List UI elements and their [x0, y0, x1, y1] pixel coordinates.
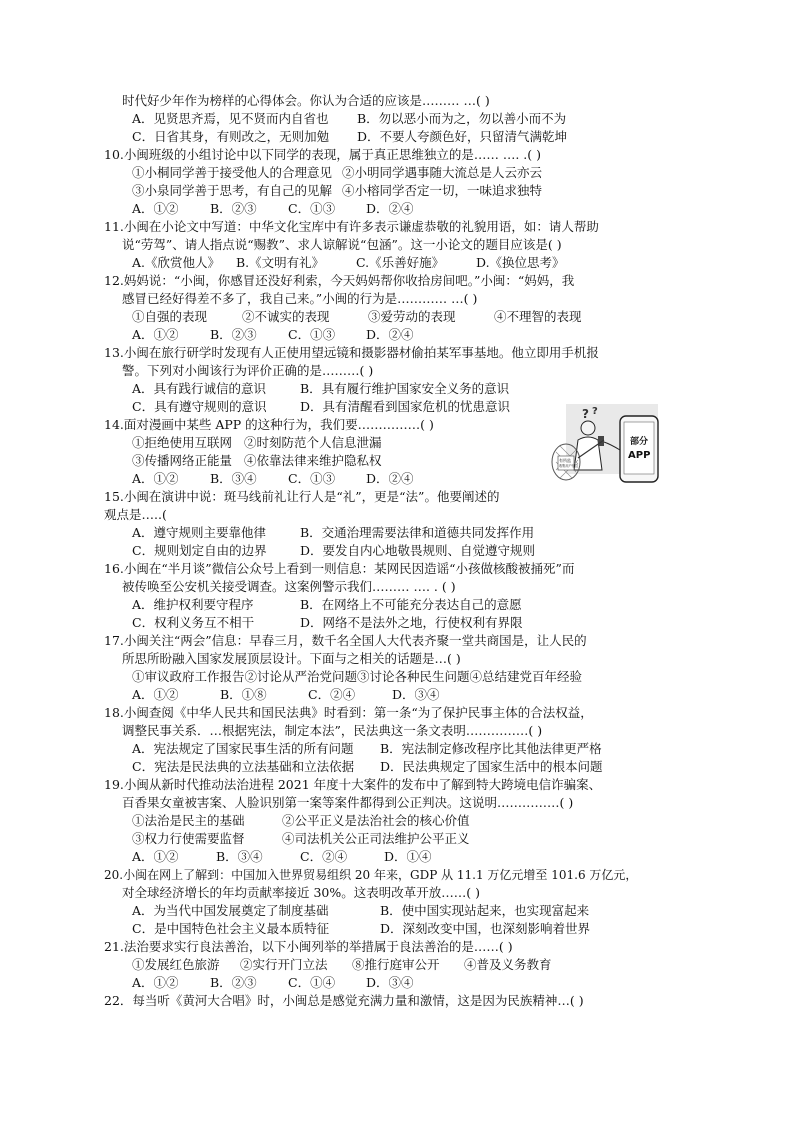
question-stem: 11.小闽在小论文中写道：中华文化宝库中有许多表示谦虚恭敬的礼貌用语，如：请人帮助 — [104, 219, 599, 234]
statement-row — [104, 812, 664, 830]
question-22 — [104, 992, 664, 1010]
statement-3: ③小泉同学善于思考，有自己的见解 — [132, 183, 333, 198]
question-15 — [104, 488, 664, 560]
option-b[interactable]: B．③④ — [216, 849, 263, 864]
option-row — [104, 200, 664, 218]
question-stem: 12.妈妈说：“小闽，你感冒还没好利索，今天妈妈帮你收拾房间吧。”小闽：“妈妈，我 — [104, 273, 575, 288]
option-row — [104, 380, 664, 398]
statement-4: ④小榕同学否定一切，一味追求独特 — [342, 183, 543, 198]
question-17 — [104, 632, 664, 704]
statement-row: ①审议政府工作报告②讨论从严治党问题③讨论各种民生问题④总结建党百年经验 — [132, 669, 583, 684]
question-18 — [104, 704, 664, 776]
option-b[interactable]: B．③④ — [210, 471, 257, 486]
question-stem-cont: 调整民事关系．…根据宪法，制定本法”，民法典这一条文表明……………( ) — [122, 723, 543, 738]
option-d[interactable]: D．②④ — [366, 327, 414, 342]
question-intro — [104, 92, 664, 146]
statement-1: ①自强的表现 — [132, 309, 208, 324]
option-c[interactable]: C．②④ — [308, 687, 356, 702]
option-a[interactable]: A．宪法规定了国家民事生活的所有问题 — [132, 741, 354, 756]
question-stem-cont: 被传唤至公安机关接受调查。这案例警示我们……… …. . ( ) — [122, 579, 456, 594]
question-stem: 15.小闽在演讲中说：斑马线前礼让行人是“礼”，更是“法”。他要阐述的 — [104, 489, 500, 504]
person-head-icon — [581, 421, 595, 435]
option-d[interactable]: D．深刻改变中国，也深刻影响着世界 — [380, 921, 591, 936]
statement-row — [104, 830, 664, 848]
statement-3: ③传播网络正能量 — [132, 453, 233, 468]
option-a[interactable]: A．①② — [132, 849, 179, 864]
question-mark-icon: ? — [592, 406, 598, 417]
option-c[interactable]: C．权利义务互不相干 — [132, 615, 255, 630]
option-d[interactable]: D．③④ — [392, 687, 440, 702]
statement-1: ①法治是民主的基础 — [132, 813, 245, 828]
option-d[interactable]: D．①④ — [384, 849, 432, 864]
app-label-line1: 部分 — [630, 437, 649, 447]
app-privacy-cartoon — [548, 400, 668, 494]
question-stem: 10.小闽班级的小组讨论中以下同学的表现，属于真正思维独立的是…… …. .( ) — [104, 147, 542, 162]
option-c[interactable]: C．②④ — [300, 849, 348, 864]
statement-row — [104, 164, 664, 182]
question-stem: 时代好少年作为榜样的心得体会。你认为合适的应该是……… …( ) — [122, 93, 490, 108]
option-row — [104, 974, 664, 992]
net-label-line1: 有所监 — [559, 458, 571, 463]
option-d[interactable]: D．②④ — [366, 471, 414, 486]
question-21 — [104, 938, 664, 992]
question-stem-cont: 所思所盼融入国家发展顶层设计。下面与之相关的话题是…( ) — [122, 651, 461, 666]
option-d[interactable]: D.《换位思考》 — [476, 255, 565, 270]
question-11 — [104, 218, 664, 272]
option-a[interactable]: A．具有践行诚信的意识 — [132, 381, 267, 396]
option-c[interactable]: C．①③ — [288, 471, 336, 486]
statement-1: ①小桐同学善于接受他人的合理意见 — [132, 165, 333, 180]
option-d[interactable]: D．②④ — [366, 201, 414, 216]
option-b[interactable]: B．①⑧ — [220, 687, 267, 702]
statement-4: ④普及义务教育 — [464, 957, 552, 972]
question-list — [104, 92, 664, 1010]
option-a[interactable]: A．①② — [132, 471, 179, 486]
question-20 — [104, 866, 664, 938]
question-10 — [104, 146, 664, 218]
question-mark-icon: ? — [582, 407, 589, 421]
statement-4: ④依靠法律来维护隐私权 — [244, 453, 382, 468]
option-row — [104, 902, 664, 920]
option-b[interactable]: B．宪法制定修改程序比其他法律更严格 — [380, 741, 602, 756]
question-stem-cont: 百香果女童被害案、人脸识别第一案等案件都得到公正判决。这说明……………( ) — [122, 795, 574, 810]
option-row — [104, 524, 664, 542]
statement-row — [104, 182, 664, 200]
option-row — [104, 128, 664, 146]
question-stem: 19.小闽从新时代推动法治进程 2021 年度十大案件的发布中了解到特大跨境电信诈骗案、 — [104, 777, 602, 792]
question-stem-cont: 观点是…..( — [104, 507, 167, 522]
option-d[interactable]: D．不要人夸颜色好，只留清气满乾坤 — [357, 129, 568, 144]
question-stem: 13.小闽在旅行研学时发现有人正使用望远镜和摄影器材偷拍某军事基地。他立即用手机报 — [104, 345, 599, 360]
question-stem: 18.小闽查阅《中华人民共和国民法典》时看到：第一条“为了保护民事主体的合法权益， — [104, 705, 593, 720]
question-16 — [104, 560, 664, 632]
option-c[interactable]: C．①③ — [288, 327, 336, 342]
statement-2: ②时刻防范个人信息泄漏 — [244, 435, 382, 450]
option-d[interactable]: D．民法典规定了国家生活中的根本问题 — [380, 759, 603, 774]
question-stem: 14.面对漫画中某些 APP 的这种行为，我们要……………( ) — [104, 417, 434, 432]
option-row — [104, 614, 664, 632]
app-label-line2: APP — [628, 450, 651, 461]
option-b[interactable]: B.《文明有礼》 — [236, 255, 325, 270]
option-a[interactable]: A.《欣赏他人》 — [132, 255, 221, 270]
option-d[interactable]: D．③④ — [366, 975, 414, 990]
option-a[interactable]: A．①② — [132, 687, 179, 702]
option-c[interactable]: C．是中国特色社会主义最本质特征 — [132, 921, 330, 936]
question-stem: 21.法治要求实行良法善治，以下小闽列举的举措属于良法善治的是……( ) — [104, 939, 513, 954]
net-label-line2: 收集用户信息 — [559, 464, 579, 468]
option-a[interactable]: A．为当代中国发展奠定了制度基础 — [132, 903, 329, 918]
option-b[interactable]: B．勿以恶小而为之，勿以善小而不为 — [357, 111, 567, 126]
statement-1: ①发展红色旅游 — [132, 957, 220, 972]
option-row — [104, 326, 664, 344]
question-stem: 17.小闽关注“两会”信息：早春三月，数千名全国人大代表齐聚一堂共商国是，让人民的 — [104, 633, 587, 648]
option-row — [104, 848, 664, 866]
statement-1: ①拒绝使用互联网 — [132, 435, 233, 450]
statement-2: ②实行开门立法 — [240, 957, 328, 972]
option-b[interactable]: B．在网络上不可能充分表达自己的意愿 — [300, 597, 522, 612]
option-b[interactable]: B．使中国实现站起来，也实现富起来 — [380, 903, 590, 918]
option-row — [104, 920, 664, 938]
option-c[interactable]: C．①③ — [288, 201, 336, 216]
question-stem-cont: 说“劳驾”、请人指点说“赐教”、求人谅解说“包涵”。这一小论文的题目应该是( ) — [122, 237, 562, 252]
option-c[interactable]: C.《乐善好施》 — [356, 255, 445, 270]
option-b[interactable]: B．②③ — [210, 975, 257, 990]
option-row — [104, 542, 664, 560]
option-d[interactable]: D．网络不是法外之地，行使权利有界限 — [300, 615, 523, 630]
statement-2: ②不诚实的表现 — [242, 309, 330, 324]
cartoon-image — [548, 400, 668, 494]
question-stem-cont: 感冒已经好得差不多了，我自己来。”小闽的行为是………… …( ) — [122, 291, 478, 306]
option-row — [104, 686, 664, 704]
question-stem-cont: 警。下列对小闽该行为评价正确的是………( ) — [122, 363, 374, 378]
option-row — [104, 758, 664, 776]
option-b[interactable]: B．②③ — [210, 327, 257, 342]
statement-3: ⑧推行庭审公开 — [352, 957, 440, 972]
statement-row — [104, 308, 664, 326]
option-c[interactable]: C．①④ — [288, 975, 336, 990]
question-stem: 20.小闽在网上了解到：中国加入世界贸易组织 20 年来，GDP 从 11.1 万亿元增至 101.6 万亿元， — [104, 868, 638, 882]
option-d[interactable]: D．具有清醒看到国家危机的忧患意识 — [300, 399, 511, 414]
option-row — [104, 740, 664, 758]
option-a[interactable]: A．①② — [132, 327, 179, 342]
statement-row — [104, 956, 664, 974]
statement-2: ②小明同学遇事随大流总是人云亦云 — [342, 165, 543, 180]
option-b[interactable]: B．交通治理需要法律和道德共同发挥作用 — [300, 525, 535, 540]
question-stem: 22．每当听《黄河大合唱》时，小闽总是感觉充满力量和激情，这是因为民族精神…( ) — [104, 993, 584, 1008]
option-d[interactable]: D．要发自内心地敬畏规则、自觉遵守规则 — [300, 543, 536, 558]
statement-3: ③权力行使需要监督 — [132, 831, 245, 846]
option-c[interactable]: C．规则划定自由的边界 — [132, 543, 267, 558]
option-a[interactable]: A．见贤思齐焉，见不贤而内自省也 — [132, 111, 329, 126]
option-c[interactable]: C．宪法是民法典的立法基础和立法依据 — [132, 759, 355, 774]
statement-2: ②公平正义是法治社会的核心价值 — [282, 813, 470, 828]
option-b[interactable]: B．②③ — [210, 201, 257, 216]
question-stem: 16.小闽在“半月谈”微信公众号上看到一则信息：某网民因造谣“小孩做核酸被捅死”而 — [104, 561, 575, 576]
question-stem-cont: 对全球经济增长的年均贡献率接近 30%。这表明改革开放……( ) — [122, 885, 480, 900]
option-c[interactable]: C．具有遵守规则的意识 — [132, 399, 267, 414]
option-a[interactable]: A．遵守规则主要靠他律 — [132, 525, 267, 540]
option-b[interactable]: B．具有履行维护国家安全义务的意识 — [300, 381, 510, 396]
option-a[interactable]: A．维护权利要守程序 — [132, 597, 254, 612]
statement-4: ④不理智的表现 — [494, 309, 582, 324]
question-19 — [104, 776, 664, 866]
option-row — [104, 254, 664, 272]
option-a[interactable]: A．①② — [132, 201, 179, 216]
option-a[interactable]: A．①② — [132, 975, 179, 990]
option-row — [104, 110, 664, 128]
statement-3: ③爱劳动的表现 — [368, 309, 456, 324]
question-12 — [104, 272, 664, 344]
option-c[interactable]: C．日省其身，有则改之，无则加勉 — [132, 129, 330, 144]
option-row — [104, 596, 664, 614]
statement-4: ④司法机关公正司法维护公平正义 — [282, 831, 470, 846]
